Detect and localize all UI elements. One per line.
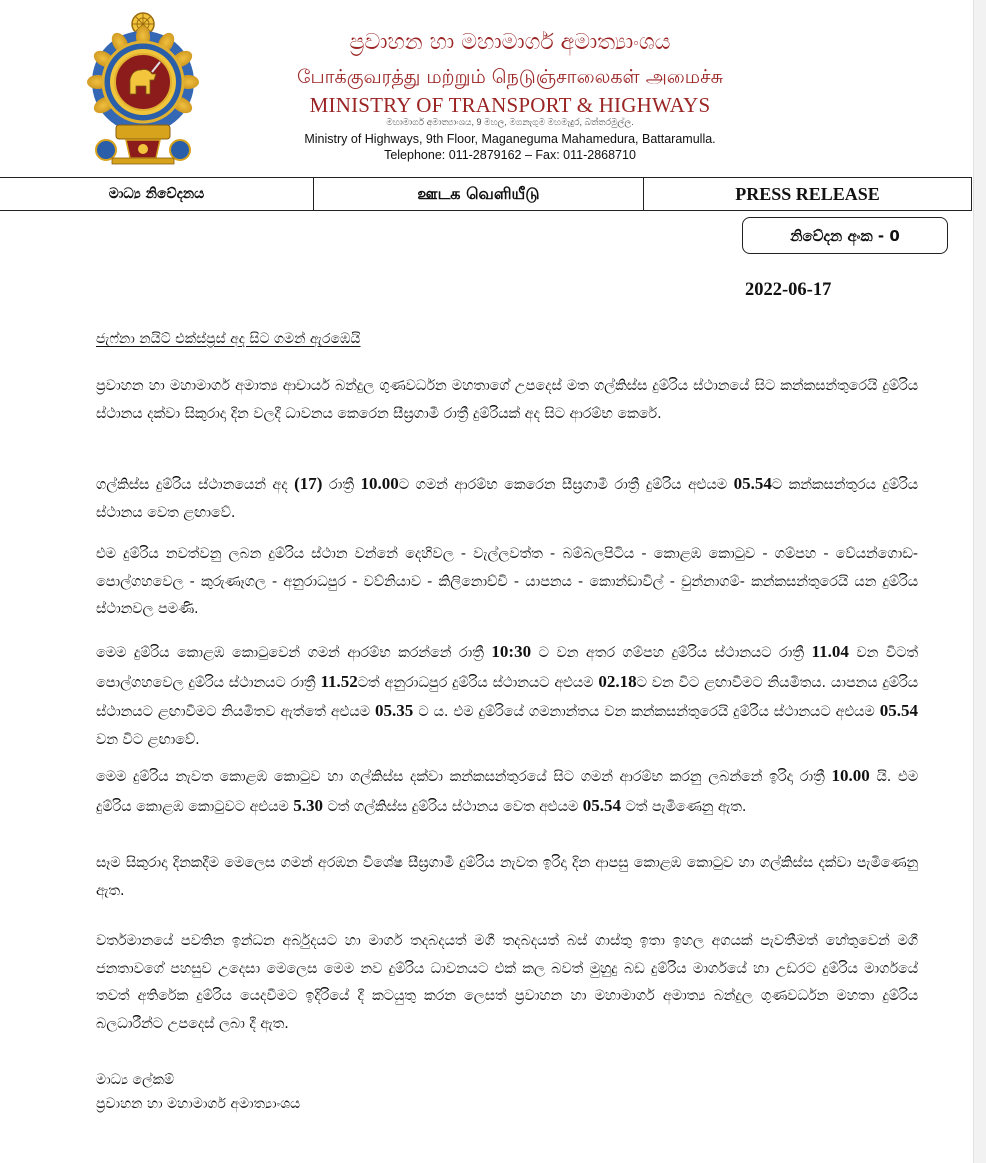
signature-ministry: ප්‍රවාහන හා මහාමාර්ග අමාත්‍යාංශය [96,1096,301,1112]
paragraph-1: ප්‍රවාහන හා මහාමාර්ග අමාත්‍ය ආචාර්ය බන්දුල ගුණවර්ධන මහතාගේ උපදෙස් මත ගල්කිස්ස දුම්රිය ස්ථානයේ සිට කන්කසන්තුරෙයි දුම්රිය ස්ථානය දක්වා සිකුරාදා දින වලදී ධාවනය කෙරෙන සීඝ්‍රගාමී රාත්‍රී දුම්රියක් අද සිට ආරම්භ කෙරේ. [96,378,918,422]
release-date: 2022-06-17 [745,280,832,300]
text-run: ටත් පැමිණෙනු ඇත. [620,798,747,815]
time-value: 11.04 [811,642,849,661]
press-release-band [0,177,972,211]
band-label-sinhala: මාධ්‍ය නිවේදනය [0,178,314,210]
text-run: රාත්‍රී [322,477,361,493]
text-run: වන විටත් පොල්ගහවෙල දුම්රිය ස්ථානයට රාත්‍රී [96,645,918,691]
text-run: ගල්කිස්ස දුම්රිය ස්ථානයෙන් අද [96,477,295,493]
time-value: 05.54 [733,474,772,493]
text-run: වන විට ළඟාවේ. [96,731,200,748]
paragraph-2 [96,470,918,527]
time-value: 10.00 [831,766,870,785]
text-run: ට ය. එම දුම්රියේ ගමනාන්තය වන කන්කසන්තුරෙයි දුම්රිය ස්ථානයට අළුයම [413,704,880,720]
paragraph-3-station-list: එම දුම්රිය නවත්වනු ලබන දුම්රිය ස්ථාන වන්නේ දෙහිවල - වැල්ලවත්ත - බම්බලපිටිය - කොළඹ කොටුව - ගම්පහ - වේයන්ගොඩ- පොල්ගහවෙල - කුරුණෑගල - අනුරාධපුර - වව්නියාව - කිලිනොච්චි - යාපනය - කොන්ඩාවිල් - චුන්නාගම්- කන්කසන්තුරෙයි යන දුම්රිය ස්ථානවල පමණි. [96,546,918,617]
paragraph-5-return [96,762,918,821]
notice-number-box: නිවේදන අංක - 0 [742,217,948,254]
time-value: 05.54 [879,701,918,720]
time-value: 10:30 [491,642,532,661]
band-label-tamil: ஊடக வெளியீடு [314,178,644,210]
page-edge-strip [973,0,986,1163]
paragraph-4-schedule [96,638,918,754]
text-run: ට කන්කසන්තුරය දුම්රිය ස්ථානය වෙත ළඟාවේ. [96,477,918,521]
time-value: 05.54 [582,795,621,815]
paragraph-7: වර්තමානයේ පවතින ඉන්ධන අර්බුදයට හා මාර්ග තදබදයත් මගී තදබදයත් බස් ගාස්තු ඉතා ඉහල අගයක් පැවතීමත් හේතුවෙන් මගී ජනතාවගේ පහසුව උදෙසා මෙලෙස මෙම නව දුම්රිය ධාවනයට එක් කල බවත් මුහුදු බඩ දුම්රිය මාර්ගයේ හා උඩරට දුම්රිය මාර්ගයේ තවත් අතිරේක දුම්රිය යෙදවීමට ඉදිරියේ දී කටයුතු කරන ලෙසත් ප්‍රවාහන හා මහාමාර්ග අමාත්‍ය බන්දුල ගුණවර්ධන මහතා දුම්රිය බලධාරීන්ට උපදෙස් ලබා දී ඇත. [96,933,918,1032]
time-value: 05.35 [375,701,414,720]
time-value: 10.00 [360,474,399,493]
address-sinhala: මහාමාර්ග අමාත්‍යාංශය, 9 මහල, මගනැගුම මහමැදුර, බත්තරමුල්ල. [386,117,634,127]
date-number: (17) [294,474,323,493]
band-label-english: PRESS RELEASE [644,178,972,210]
contact-phone-fax: Telephone: 011-2879162 – Fax: 011-2868710 [384,148,636,162]
text-run: ට වන අතර ගම්පහ දුම්රිය ස්ථානයට රාත්‍රී [531,645,812,661]
text-run: මෙම දුම්රිය කොළඹ කොටුවෙන් ගමන් ආරම්භ කරන්නේ රාත්‍රී [96,645,492,661]
text-run: ට ගමන් ආරම්භ කෙරෙන සීඝ්‍රගාමී රාත්‍රී දුම්රිය අළුයම [398,477,734,493]
text-run: ටත් අනුරාධපුර දුම්රිය ස්ථානයට අළුයම [357,674,599,691]
time-value: 02.18 [598,671,637,691]
time-value: 11.52 [320,671,358,691]
address-english: Ministry of Highways, 9th Floor, Maganeguma Mahamedura, Battaramulla. [304,132,716,146]
sri-lanka-emblem-icon [86,10,200,166]
ministry-name-english: MINISTRY OF TRANSPORT & HIGHWAYS [309,93,711,117]
time-value: 5.30 [293,795,323,815]
paragraph-6: සෑම සිකුරාදා දිනකදීම මෙලෙස ගමන් අරඹන විශේෂ සීඝ්‍රගාමී දුම්රිය නැවත ඉරිදා දින ආපසු කොළඹ කොටුව හා ගල්කිස්ස දක්වා පැමිණෙනු ඇත. [96,855,918,899]
signature-title: මාධ්‍ය ලේකම් [96,1072,175,1088]
ministry-name-sinhala: ප්‍රවාහන හා මහාමාර්ග අමාත්‍යාංශය [349,30,671,55]
ministry-name-tamil: போக்குவரத்து மற்றும் நெடுஞ்சாலைகள் அமைச்சு [297,66,723,88]
text-run: මෙම දුම්රිය නැවත කොළඹ කොටුව හා ගල්කිස්ස දක්වා කන්කසන්තුරයේ සිට ගමන් ආරම්භ කරනු ලබන්නේ ඉරිදා රාත්‍රී [96,769,832,785]
text-run: යි. එම දුම්රිය කොළඹ කොටුවට අළුයම [96,769,918,815]
text-run: ට වන විට ළඟාවීමට නියමිතය. යාපනය දුම්රිය ස්ථානයට ළඟාවීමට නියමිතව ඇත්තේ අළුයම [96,674,918,720]
release-title: ජැෆ්නා නයිට් එක්ස්ප්‍රස් අද සිට ගමන් ඇරඹෙයි [96,331,361,347]
text-run: ටත් ගල්කිස්ස දුම්රිය ස්ථානය වෙත අළුයම [322,798,583,815]
